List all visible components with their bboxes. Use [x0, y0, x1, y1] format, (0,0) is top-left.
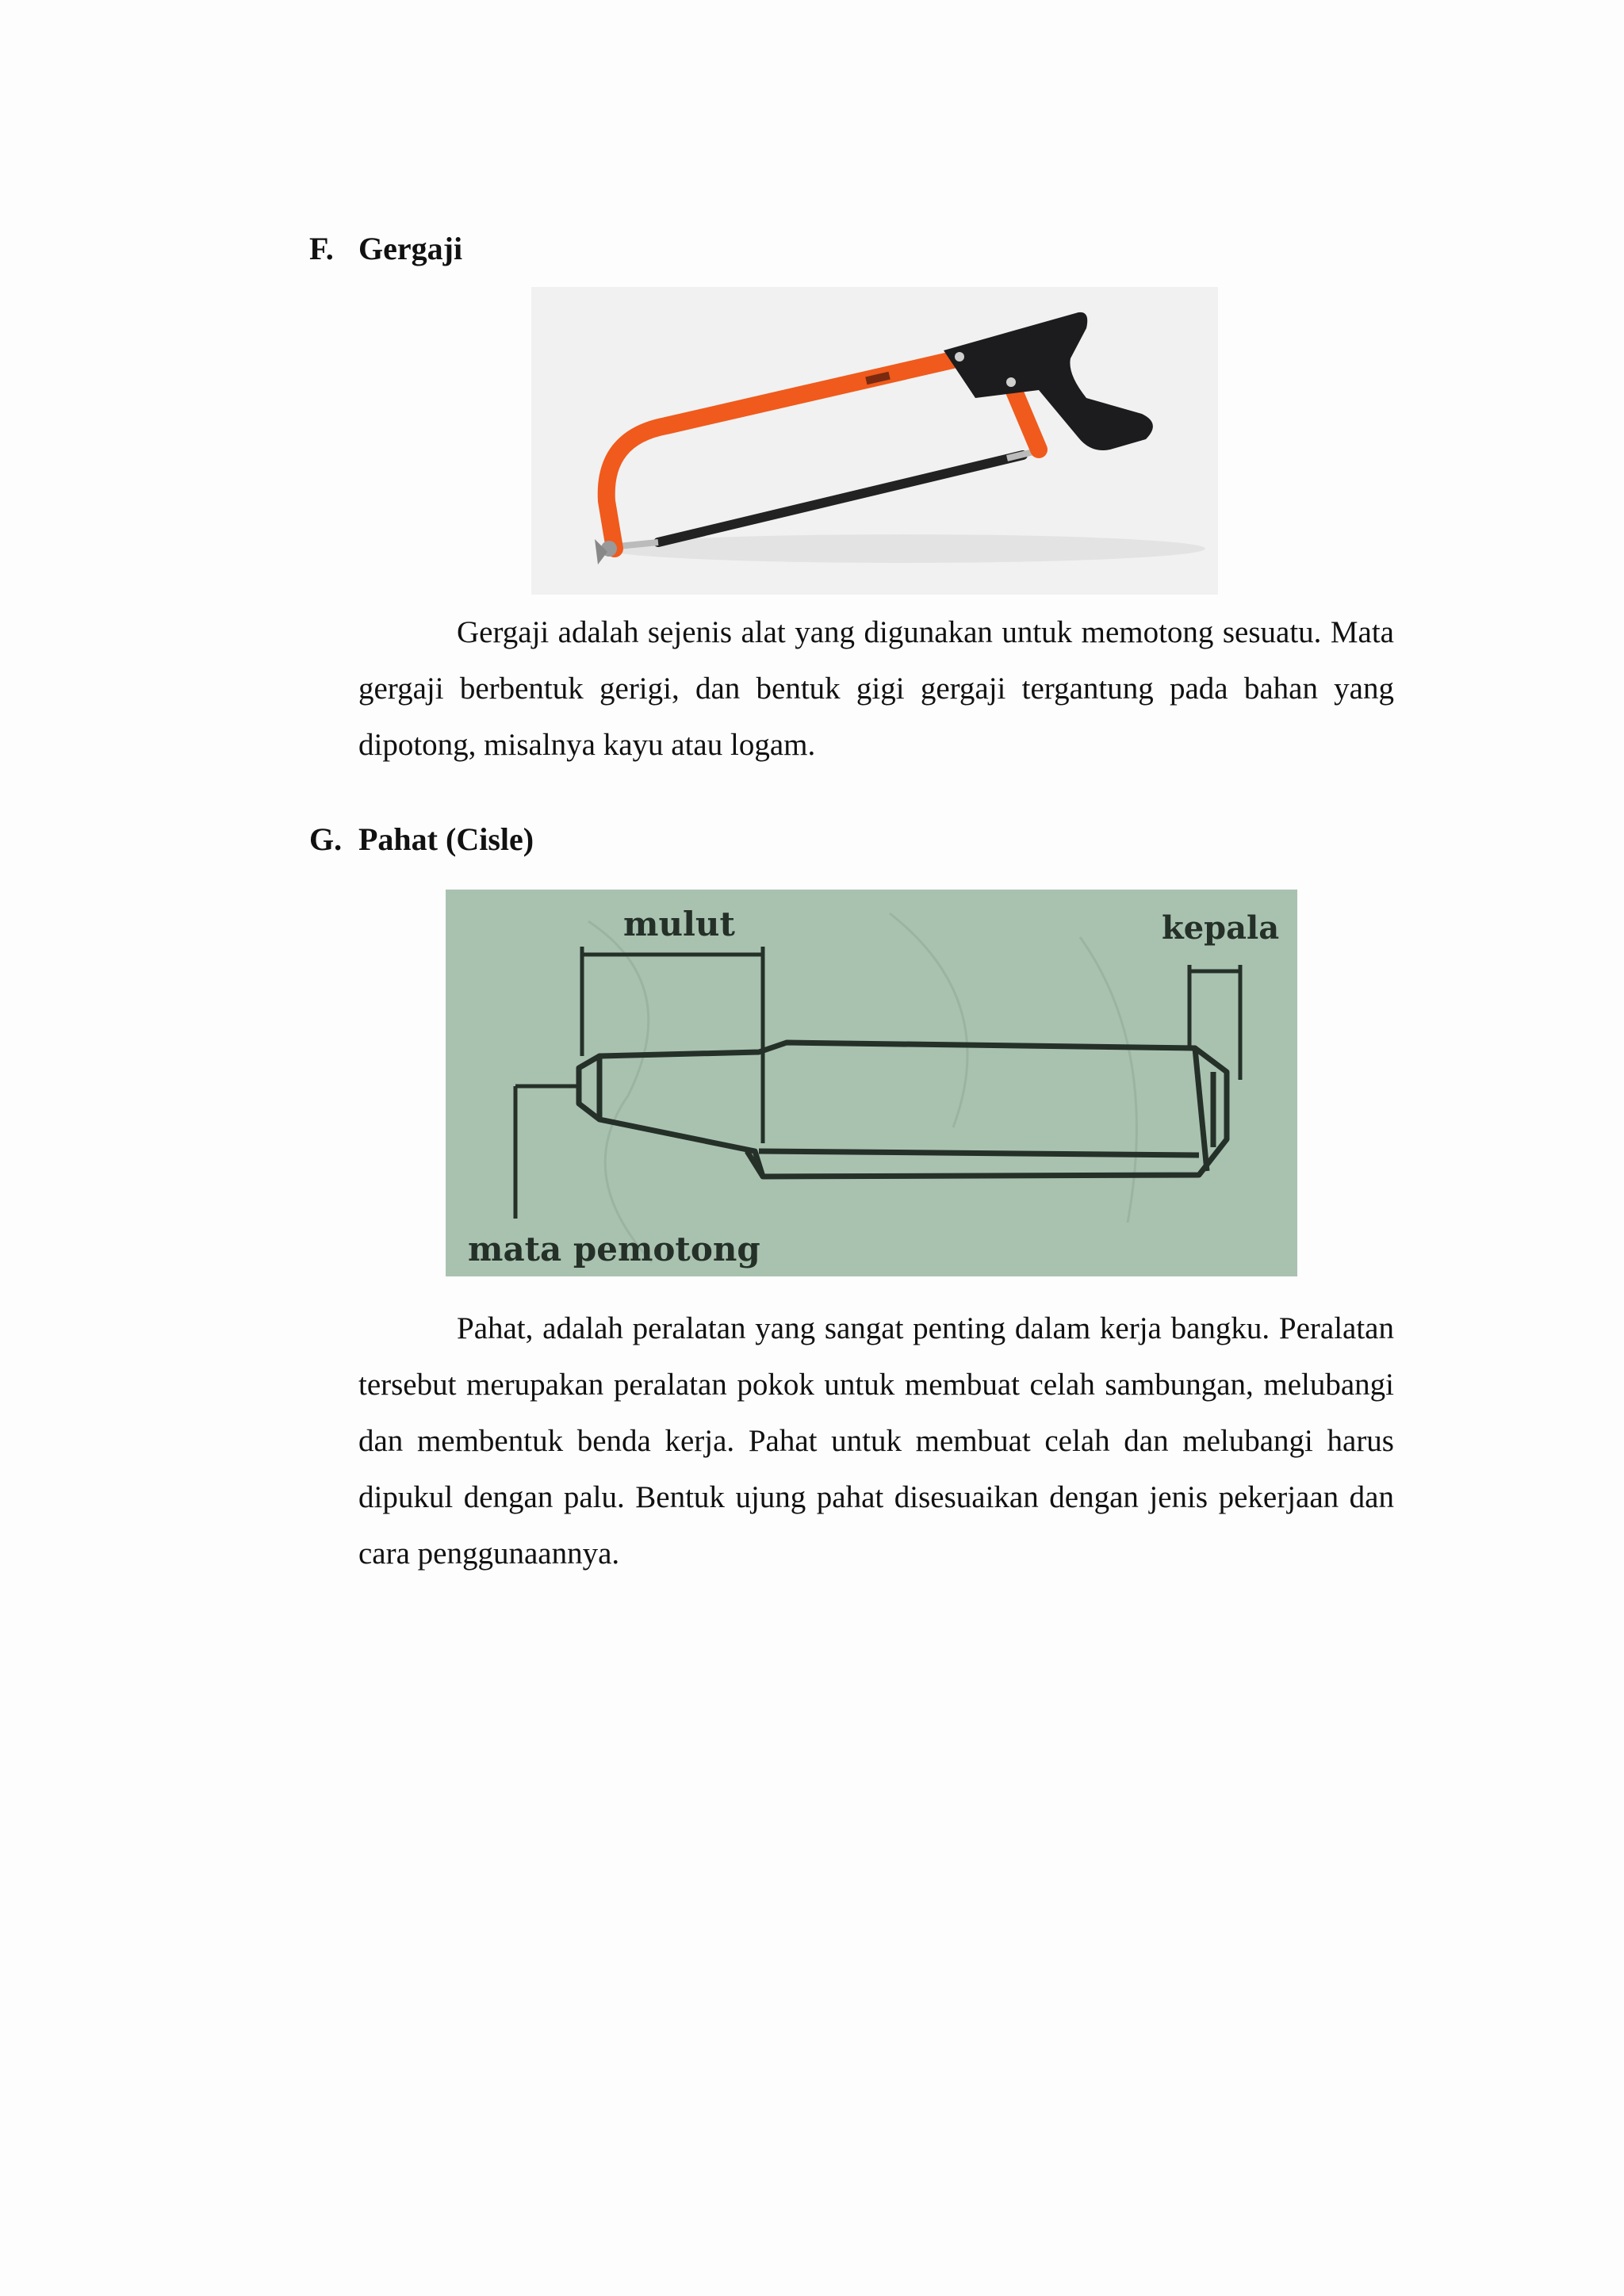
hacksaw-image: [531, 287, 1218, 595]
label-kepala: kepala: [1162, 909, 1280, 947]
chisel-diagram: [446, 890, 1297, 1276]
label-mata-pemotong: mata pemotong: [468, 1230, 760, 1269]
section-title: Gergaji: [358, 231, 463, 266]
section-letter: G.: [309, 821, 343, 857]
chisel-icon: [446, 890, 1297, 1276]
section-title: Pahat (Cisle): [358, 821, 534, 857]
section-heading-gergaji: [309, 230, 462, 268]
paragraph-gergaji: [358, 604, 1394, 773]
paragraph-pahat: [358, 1300, 1394, 1582]
section-heading-pahat: [309, 821, 534, 859]
paragraph-text: Gergaji adalah sejenis alat yang digunakan untuk memotong sesuatu. Mata gergaji berbentuk gerigi, dan bentuk gigi gergaji tergantung pada bahan yang dipotong, misalnya kayu atau logam.: [358, 615, 1394, 762]
section-letter: F.: [309, 231, 334, 266]
hacksaw-icon: [531, 287, 1218, 595]
paragraph-text: Pahat, adalah peralatan yang sangat penting dalam kerja bangku. Peralatan tersebut merupakan peralatan pokok untuk membuat celah sambungan, melubangi dan membentuk benda kerja. Pahat untuk membuat celah dan melubangi harus dipukul dengan palu. Bentuk ujung pahat disesuaikan dengan jenis pekerjaan dan cara penggunaannya.: [358, 1311, 1394, 1571]
label-mulut: mulut: [623, 905, 735, 943]
